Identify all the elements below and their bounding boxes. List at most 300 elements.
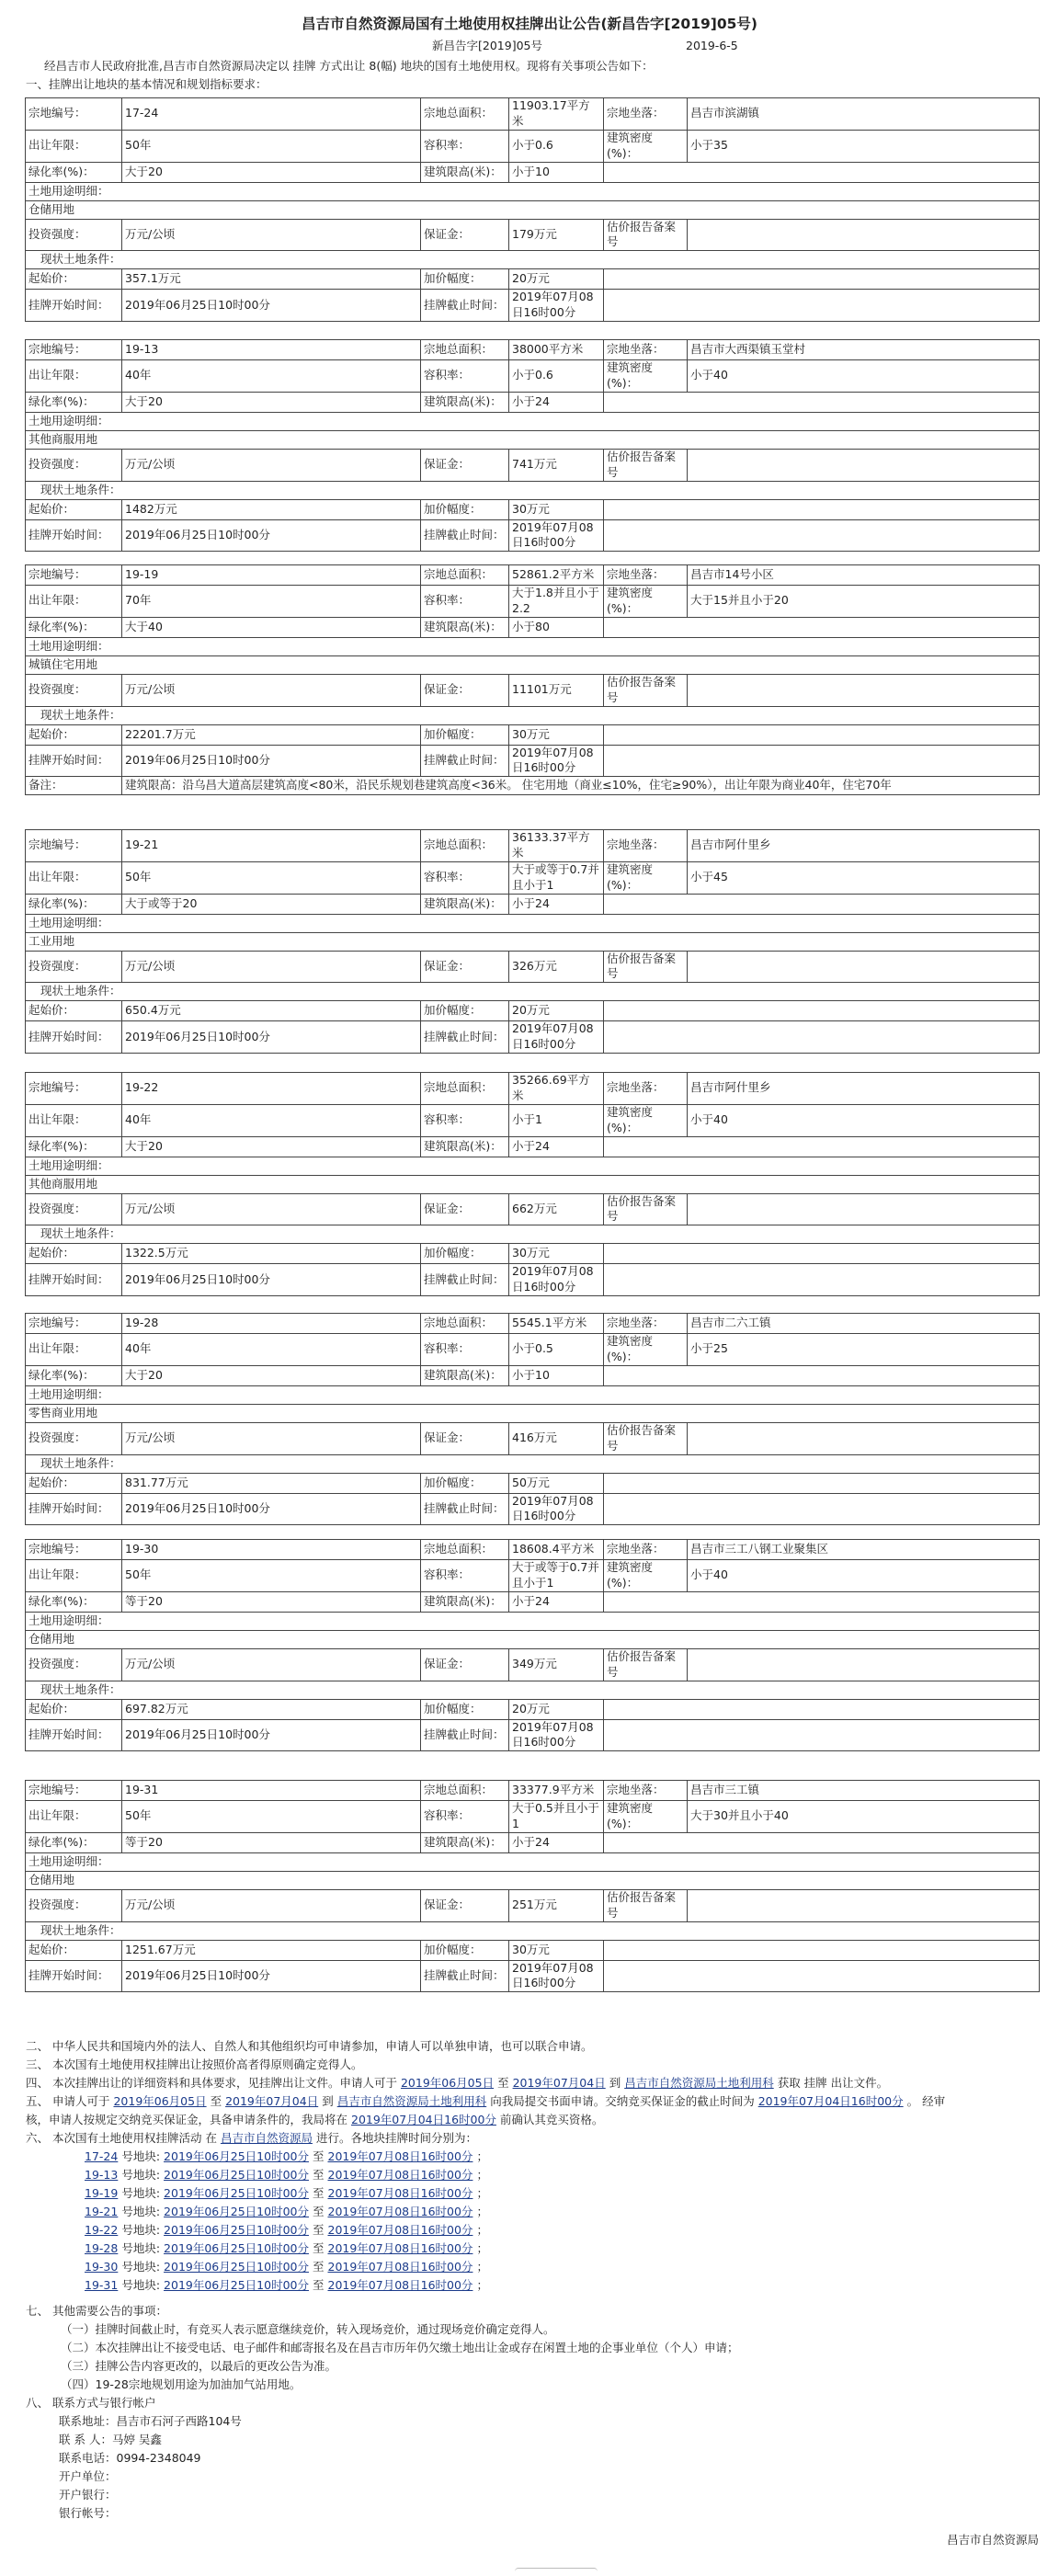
start-time: 2019年06月25日10时00分 <box>122 1960 421 1992</box>
table-row <box>26 1681 1040 1699</box>
table-row <box>26 861 1040 894</box>
area: 11903.17平方米 <box>509 98 604 131</box>
empty-cell <box>604 745 1040 777</box>
area-label: 宗地总面积： <box>421 1073 509 1105</box>
start-time: 2019年06月25日10时00分 <box>122 519 421 552</box>
schedule-end: 2019年07月08日16时00分 <box>327 2223 473 2237</box>
parcel-no: 19-28 <box>122 1314 421 1334</box>
appraisal-label: 估价报告备案号 <box>604 219 688 251</box>
section-6 <box>26 2129 1037 2148</box>
schedule-start: 2019年06月25日10时00分 <box>164 2149 309 2163</box>
contact-item <box>59 2431 1037 2449</box>
invest-label: 投资强度： <box>26 1422 122 1454</box>
note-label: 备注： <box>26 777 122 795</box>
schedule-to: 至 <box>312 2241 325 2255</box>
condition-label: 现状土地条件： <box>26 1225 1040 1244</box>
schedule-end: 2019年07月08日16时00分 <box>327 2260 473 2274</box>
density-label: 建筑密度(%)： <box>604 1560 688 1592</box>
parcel-table-19-30 <box>25 1539 1040 1751</box>
height-label: 建筑限高(米)： <box>421 1136 509 1157</box>
start-time: 2019年06月25日10时00分 <box>122 1719 421 1751</box>
table-row <box>26 1852 1040 1871</box>
section-3: 三、 本次国有土地使用权挂牌出让按照价高者得原则确定竞得人。 <box>26 2057 363 2071</box>
start-price: 22201.7万元 <box>122 724 421 745</box>
schedule-to: 至 <box>312 2168 325 2182</box>
invest: 万元/公顷 <box>122 1193 421 1225</box>
far: 小于0.6 <box>509 130 604 162</box>
contact-label: 联系电话： <box>59 2451 117 2465</box>
empty-cell <box>604 894 1040 914</box>
empty-cell <box>604 269 1040 290</box>
term: 50年 <box>122 130 421 162</box>
section-4-text-e: 获取 挂牌 出让文件。 <box>777 2076 889 2090</box>
schedule-start: 2019年06月25日10时00分 <box>164 2223 309 2237</box>
table-row <box>26 1404 1040 1422</box>
term: 40年 <box>122 1104 421 1136</box>
section-2: 二、 中华人民共和国境内外的法人、自然人和其他组织均可申请参加，申请人可以单独申请，也可以联合申请。 <box>26 2039 593 2053</box>
green-label: 绿化率(%)： <box>26 1591 122 1612</box>
schedule-suffix: 号地块: <box>121 2186 161 2200</box>
schedule-semicolon: ； <box>476 2260 488 2274</box>
schedule-item <box>85 2221 1037 2240</box>
height: 小于24 <box>509 392 604 412</box>
schedule-parcel-no: 19-21 <box>85 2205 119 2218</box>
empty-cell <box>604 1473 1040 1493</box>
schedule-semicolon: ； <box>476 2278 488 2292</box>
schedule-parcel-no: 19-22 <box>85 2223 119 2237</box>
schedule-end: 2019年07月08日16时00分 <box>327 2205 473 2218</box>
start-price: 357.1万元 <box>122 269 421 290</box>
section-7-item: （二）本次挂牌出让不接受电话、电子邮件和邮寄报名及在昌吉市历年仍欠缴土地出让金或存在闲置土地的企事业单位（个人）申请； <box>61 2341 739 2354</box>
empty-cell <box>604 1832 1040 1852</box>
start-time-label: 挂牌开始时间： <box>26 1960 122 1992</box>
table-row <box>26 830 1040 862</box>
density-label: 建筑密度(%)： <box>604 586 688 618</box>
contact-value: 昌吉市石河子西路104号 <box>116 2414 242 2428</box>
condition-label: 现状土地条件： <box>26 1454 1040 1473</box>
start-time-label: 挂牌开始时间： <box>26 290 122 322</box>
end-time: 2019年07月08日16时00分 <box>509 1264 604 1296</box>
appraisal-no <box>688 1193 1040 1225</box>
deposit-label: 保证金： <box>421 449 509 481</box>
increment: 30万元 <box>509 499 604 519</box>
location-label: 宗地坐落： <box>604 1781 688 1801</box>
increment: 30万元 <box>509 724 604 745</box>
table-row <box>26 1630 1040 1648</box>
location: 昌吉市阿什里乡 <box>688 1073 1040 1105</box>
schedule-semicolon: ； <box>476 2168 488 2182</box>
increment: 20万元 <box>509 1001 604 1021</box>
appraisal-no <box>688 951 1040 983</box>
height-label: 建筑限高(米)： <box>421 162 509 182</box>
term: 50年 <box>122 1801 421 1833</box>
schedule-to: 至 <box>312 2260 325 2274</box>
table-row <box>26 1385 1040 1404</box>
far: 小于1 <box>509 1104 604 1136</box>
table-row <box>26 655 1040 674</box>
end-time-label: 挂牌截止时间： <box>421 1719 509 1751</box>
contact-value: 0994-2348049 <box>116 2451 201 2465</box>
height-label: 建筑限高(米)： <box>421 1591 509 1612</box>
density-label: 建筑密度(%)： <box>604 1104 688 1136</box>
location-label: 宗地坐落： <box>604 830 688 862</box>
height-label: 建筑限高(米)： <box>421 894 509 914</box>
empty-cell <box>604 290 1040 322</box>
location: 昌吉市14号小区 <box>688 565 1040 586</box>
empty-cell <box>604 1244 1040 1264</box>
table-row <box>26 1940 1040 1960</box>
schedule-item <box>85 2276 1037 2295</box>
start-price-label: 起始价： <box>26 1699 122 1719</box>
schedule-to: 至 <box>312 2149 325 2163</box>
table-row <box>26 1591 1040 1612</box>
table-row <box>26 340 1040 360</box>
section-5-at: 到 <box>322 2094 334 2108</box>
start-time-label: 挂牌开始时间： <box>26 519 122 552</box>
table-row <box>26 1612 1040 1630</box>
parcel-table-17-24 <box>25 97 1040 322</box>
parcel-table-19-19 <box>25 564 1040 795</box>
term: 50年 <box>122 1560 421 1592</box>
far: 大于或等于0.7并且小于1 <box>509 861 604 894</box>
empty-cell <box>604 1001 1040 1021</box>
schedule-end: 2019年07月08日16时00分 <box>327 2278 473 2292</box>
section-4-date-start: 2019年06月05日 <box>400 2076 495 2090</box>
contact-value: 马婷 吴鑫 <box>111 2433 162 2446</box>
density: 小于40 <box>688 1104 1040 1136</box>
term: 40年 <box>122 1334 421 1366</box>
use-detail-label: 土地用途明细： <box>26 1852 1040 1871</box>
table-row <box>26 932 1040 951</box>
deposit-label: 保证金： <box>421 951 509 983</box>
table-row <box>26 1781 1040 1801</box>
far-label: 容积率： <box>421 586 509 618</box>
section-5-text-a: 五、 申请人可于 <box>26 2094 110 2108</box>
start-time-label: 挂牌开始时间： <box>26 1493 122 1525</box>
land-use: 其他商服用地 <box>26 1175 1040 1193</box>
parcel-no: 19-21 <box>122 830 421 862</box>
schedule-parcel-no: 19-19 <box>85 2186 119 2200</box>
land-use: 零售商业用地 <box>26 1404 1040 1422</box>
invest: 万元/公顷 <box>122 951 421 983</box>
schedule-to: 至 <box>312 2278 325 2292</box>
density-label: 建筑密度(%)： <box>604 861 688 894</box>
table-row <box>26 637 1040 655</box>
table-row <box>26 1104 1040 1136</box>
end-time-label: 挂牌截止时间： <box>421 745 509 777</box>
deposit: 416万元 <box>509 1422 604 1454</box>
parcel-table-19-22 <box>25 1072 1040 1296</box>
invest: 万元/公顷 <box>122 674 421 706</box>
start-time: 2019年06月25日10时00分 <box>122 1021 421 1054</box>
parcel-no: 19-13 <box>122 340 421 360</box>
schedule-end: 2019年07月08日16时00分 <box>327 2241 473 2255</box>
start-time: 2019年06月25日10时00分 <box>122 745 421 777</box>
contact-item <box>59 2468 1037 2486</box>
height: 小于10 <box>509 162 604 182</box>
increment: 30万元 <box>509 1244 604 1264</box>
area: 52861.2平方米 <box>509 565 604 586</box>
invest: 万元/公顷 <box>122 1648 421 1681</box>
term-label: 出让年限： <box>26 586 122 618</box>
schedule-start: 2019年06月25日10时00分 <box>164 2260 309 2274</box>
green: 等于20 <box>122 1591 421 1612</box>
use-detail-label: 土地用途明细： <box>26 637 1040 655</box>
schedule-to: 至 <box>312 2223 325 2237</box>
parcel-no-label: 宗地编号： <box>26 830 122 862</box>
schedule-suffix: 号地块: <box>121 2241 161 2255</box>
table-row <box>26 1244 1040 1264</box>
section-7-item: （四）19-28宗地规划用途为加油加气站用地。 <box>61 2377 302 2391</box>
far: 大于1.8并且小于2.2 <box>509 586 604 618</box>
increment-label: 加价幅度： <box>421 499 509 519</box>
table-row <box>26 1889 1040 1921</box>
table-row <box>26 269 1040 290</box>
appraisal-no <box>688 1422 1040 1454</box>
term: 50年 <box>122 861 421 894</box>
parcel-no: 19-31 <box>122 1781 421 1801</box>
table-row <box>26 412 1040 430</box>
use-detail-label: 土地用途明细： <box>26 182 1040 200</box>
density: 大于30并且小于40 <box>688 1801 1040 1833</box>
density: 小于45 <box>688 861 1040 894</box>
schedule-parcel-no: 19-30 <box>85 2260 119 2274</box>
invest-label: 投资强度： <box>26 1648 122 1681</box>
table-row <box>26 1921 1040 1940</box>
condition-label: 现状土地条件： <box>26 706 1040 724</box>
green: 大于20 <box>122 1365 421 1385</box>
table-row <box>26 1314 1040 1334</box>
parcel-table-19-31 <box>25 1780 1040 1992</box>
condition-label: 现状土地条件： <box>26 481 1040 499</box>
empty-cell <box>604 617 1040 637</box>
far-label: 容积率： <box>421 1104 509 1136</box>
density-label: 建筑密度(%)： <box>604 360 688 393</box>
term: 40年 <box>122 360 421 393</box>
table-row <box>26 162 1040 182</box>
term-label: 出让年限： <box>26 861 122 894</box>
green: 大于40 <box>122 617 421 637</box>
location: 昌吉市阿什里乡 <box>688 830 1040 862</box>
section-4 <box>26 2074 1037 2092</box>
start-price: 697.82万元 <box>122 1699 421 1719</box>
height-label: 建筑限高(米)： <box>421 1832 509 1852</box>
schedule-item <box>85 2240 1037 2258</box>
section-1-heading: 一、挂牌出让地块的基本情况和规划指标要求： <box>26 77 268 91</box>
deposit: 179万元 <box>509 219 604 251</box>
increment-label: 加价幅度： <box>421 1473 509 1493</box>
schedule-semicolon: ； <box>476 2205 488 2218</box>
parcel-no: 19-30 <box>122 1540 421 1560</box>
schedule-to: 至 <box>312 2186 325 2200</box>
start-price: 1251.67万元 <box>122 1940 421 1960</box>
height: 小于10 <box>509 1365 604 1385</box>
contact-item <box>59 2412 1037 2431</box>
section-7: 七、 其他需要公告的事项： <box>26 2304 167 2318</box>
schedule-parcel-no: 17-24 <box>85 2149 119 2163</box>
table-row <box>26 674 1040 706</box>
section-6-text-a: 六、 本次国有土地使用权挂牌活动 在 <box>26 2131 217 2145</box>
condition-label: 现状土地条件： <box>26 1681 1040 1699</box>
appraisal-label: 估价报告备案号 <box>604 1193 688 1225</box>
invest: 万元/公顷 <box>122 1422 421 1454</box>
green-label: 绿化率(%)： <box>26 1365 122 1385</box>
start-time-label: 挂牌开始时间： <box>26 1719 122 1751</box>
end-time: 2019年07月08日16时00分 <box>509 519 604 552</box>
empty-cell <box>604 162 1040 182</box>
end-time: 2019年07月08日16时00分 <box>509 1960 604 1992</box>
location: 昌吉市二六工镇 <box>688 1314 1040 1334</box>
height-label: 建筑限高(米)： <box>421 392 509 412</box>
parcel-table-19-13 <box>25 339 1040 552</box>
schedule-parcel-no: 19-31 <box>85 2278 119 2292</box>
end-time: 2019年07月08日16时00分 <box>509 290 604 322</box>
land-use: 工业用地 <box>26 932 1040 951</box>
table-row <box>26 219 1040 251</box>
parcel-no-label: 宗地编号： <box>26 340 122 360</box>
schedule-item <box>85 2184 1037 2203</box>
condition-label: 现状土地条件： <box>26 1921 1040 1940</box>
area-label: 宗地总面积： <box>421 340 509 360</box>
deposit: 326万元 <box>509 951 604 983</box>
far-label: 容积率： <box>421 1560 509 1592</box>
section-5-line-2 <box>26 2111 1037 2129</box>
table-row <box>26 1801 1040 1833</box>
section-4-to: 至 <box>497 2076 509 2090</box>
appraisal-label: 估价报告备案号 <box>604 1422 688 1454</box>
table-row <box>26 1960 1040 1992</box>
table-row <box>26 519 1040 552</box>
empty-cell <box>604 1960 1040 1992</box>
invest-label: 投资强度： <box>26 449 122 481</box>
schedule-start: 2019年06月25日10时00分 <box>164 2241 309 2255</box>
use-detail-label: 土地用途明细： <box>26 412 1040 430</box>
section-5-line2-a: 核，申请人按规定交纳竞买保证金，具备申请条件的，我局将在 <box>26 2113 348 2126</box>
green: 大于20 <box>122 392 421 412</box>
far-label: 容积率： <box>421 130 509 162</box>
table-row <box>26 290 1040 322</box>
start-time: 2019年06月25日10时00分 <box>122 290 421 322</box>
far-label: 容积率： <box>421 1334 509 1366</box>
empty-cell <box>604 392 1040 412</box>
parcel-no-label: 宗地编号： <box>26 1781 122 1801</box>
start-time-label: 挂牌开始时间： <box>26 1264 122 1296</box>
height: 小于24 <box>509 1136 604 1157</box>
density: 小于25 <box>688 1334 1040 1366</box>
increment-label: 加价幅度： <box>421 1940 509 1960</box>
empty-cell <box>604 1021 1040 1054</box>
start-price-label: 起始价： <box>26 269 122 290</box>
table-row <box>26 1540 1040 1560</box>
contact-item <box>59 2504 1037 2523</box>
schedule-parcel-no: 19-13 <box>85 2168 119 2182</box>
table-row <box>26 1264 1040 1296</box>
table-row <box>26 777 1040 795</box>
land-use: 城镇住宅用地 <box>26 655 1040 674</box>
area-label: 宗地总面积： <box>421 830 509 862</box>
height-label: 建筑限高(米)： <box>421 617 509 637</box>
table-row <box>26 251 1040 269</box>
area: 35266.69平方米 <box>509 1073 604 1105</box>
increment-label: 加价幅度： <box>421 1244 509 1264</box>
doc-date: 2019-6-5 <box>686 39 738 52</box>
deposit-label: 保证金： <box>421 674 509 706</box>
parcel-no-label: 宗地编号： <box>26 1314 122 1334</box>
table-row <box>26 1832 1040 1852</box>
empty-cell <box>604 724 1040 745</box>
table-row <box>26 1493 1040 1525</box>
table-row <box>26 1021 1040 1054</box>
deposit-label: 保证金： <box>421 1648 509 1681</box>
section-5-confirm-deadline: 2019年07月04日16时00分 <box>351 2113 496 2126</box>
start-price-label: 起始价： <box>26 1244 122 1264</box>
contact-item <box>59 2486 1037 2504</box>
table-row <box>26 1422 1040 1454</box>
location-label: 宗地坐落： <box>604 98 688 131</box>
schedule-to: 至 <box>312 2205 325 2218</box>
schedule-end: 2019年07月08日16时00分 <box>327 2186 473 2200</box>
green: 大于20 <box>122 162 421 182</box>
schedule-suffix: 号地块: <box>121 2149 161 2163</box>
empty-cell <box>604 1365 1040 1385</box>
table-row <box>26 1157 1040 1175</box>
table-row <box>26 724 1040 745</box>
table-row <box>26 586 1040 618</box>
schedule-end: 2019年07月08日16时00分 <box>327 2168 473 2182</box>
green-label: 绿化率(%)： <box>26 617 122 637</box>
start-price: 1482万元 <box>122 499 421 519</box>
parcel-no-label: 宗地编号： <box>26 1073 122 1105</box>
deposit: 741万元 <box>509 449 604 481</box>
far-label: 容积率： <box>421 1801 509 1833</box>
signoff: 昌吉市自然资源局 <box>946 2533 1039 2547</box>
table-row <box>26 499 1040 519</box>
start-price: 650.4万元 <box>122 1001 421 1021</box>
table-row <box>26 1225 1040 1244</box>
table-row <box>26 1073 1040 1105</box>
contact-label: 联 系 人： <box>59 2433 112 2446</box>
deposit: 251万元 <box>509 1889 604 1921</box>
announcement-sections <box>26 2037 1037 2523</box>
section-4-at: 到 <box>609 2076 621 2090</box>
start-time: 2019年06月25日10时00分 <box>122 1493 421 1525</box>
contact-label: 银行帐号： <box>59 2506 117 2520</box>
table-row <box>26 392 1040 412</box>
increment-label: 加价幅度： <box>421 1699 509 1719</box>
schedule-item <box>85 2148 1037 2166</box>
invest: 万元/公顷 <box>122 219 421 251</box>
section-5-date-start: 2019年06月05日 <box>113 2094 207 2108</box>
table-row <box>26 360 1040 393</box>
appraisal-label: 估价报告备案号 <box>604 674 688 706</box>
height-label: 建筑限高(米)： <box>421 1365 509 1385</box>
section-5-date-end: 2019年07月04日 <box>225 2094 319 2108</box>
empty-cell <box>604 1136 1040 1157</box>
parcel-table-19-21 <box>25 829 1040 1054</box>
end-time-label: 挂牌截止时间： <box>421 290 509 322</box>
contact-list <box>26 2412 1037 2523</box>
contact-label: 联系地址： <box>59 2414 117 2428</box>
increment-label: 加价幅度： <box>421 724 509 745</box>
table-row <box>26 1648 1040 1681</box>
invest-label: 投资强度： <box>26 1193 122 1225</box>
density: 小于40 <box>688 360 1040 393</box>
section-5-deposit-deadline: 2019年07月04日16时00分 <box>757 2094 904 2108</box>
empty-cell <box>604 1940 1040 1960</box>
location-label: 宗地坐落： <box>604 1540 688 1560</box>
far: 小于0.5 <box>509 1334 604 1366</box>
table-row <box>26 1719 1040 1751</box>
